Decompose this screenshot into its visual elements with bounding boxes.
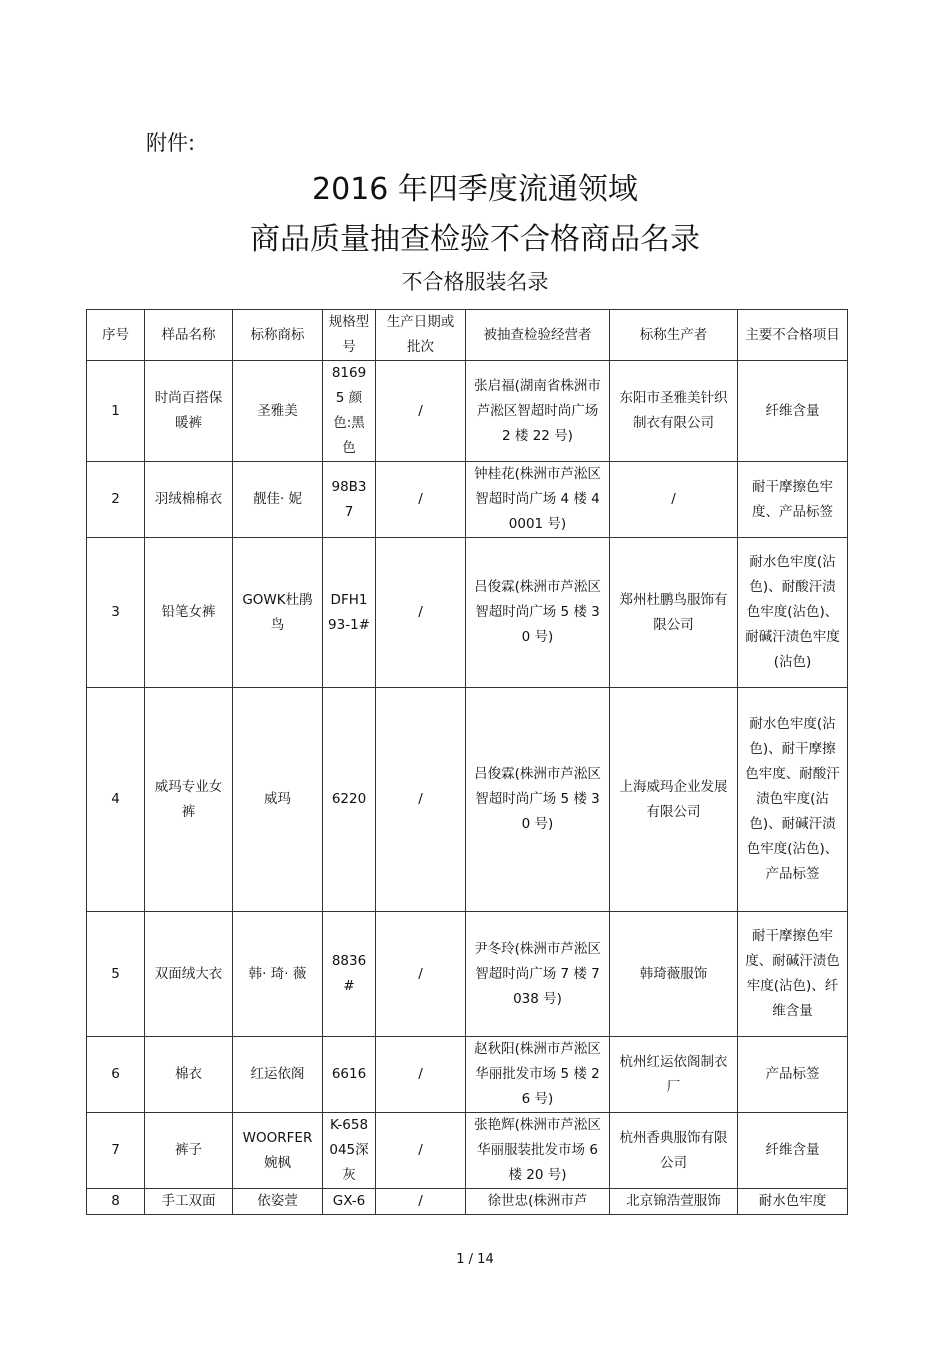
table-cell: 1: [87, 361, 145, 462]
table-cell: 尹冬玲(株洲市芦淞区智超时尚广场 7 楼 7038 号): [466, 912, 610, 1037]
table-cell: 8836#: [323, 912, 376, 1037]
table-row: [87, 1037, 848, 1113]
table-cell: WOORFER婉枫: [233, 1113, 323, 1189]
table-cell: 韩琦薇服饰: [610, 912, 738, 1037]
table-cell: DFH193-1#: [323, 538, 376, 688]
table-cell: /: [376, 1189, 466, 1215]
header-cell: 标称商标: [233, 310, 323, 361]
document-title-line2: 商品质量抽查检验不合格商品名录: [250, 222, 700, 257]
table-row: [87, 1189, 848, 1215]
document-title-line1: 2016 年四季度流通领域: [312, 172, 638, 207]
table-subtitle: 不合格服装名录: [401, 270, 549, 294]
table-cell: 红运依阁: [233, 1037, 323, 1113]
table-cell: 4: [87, 688, 145, 912]
table-cell: 靓佳· 妮: [233, 462, 323, 538]
header-cell: 标称生产者: [610, 310, 738, 361]
table-cell: 赵秋阳(株洲市芦淞区华丽批发市场 5 楼 26 号): [466, 1037, 610, 1113]
header-cell: 主要不合格项目: [738, 310, 848, 361]
table-cell: 威玛: [233, 688, 323, 912]
table-cell: 2: [87, 462, 145, 538]
attachment-label: 附件:: [146, 131, 196, 155]
noncompliant-garments-table: [86, 309, 848, 1215]
table-cell: /: [376, 912, 466, 1037]
table-cell: 铅笔女裤: [145, 538, 233, 688]
table-row: [87, 462, 848, 538]
table-cell: 吕俊霖(株洲市芦淞区智超时尚广场 5 楼 30 号): [466, 688, 610, 912]
table-cell: 时尚百搭保暖裤: [145, 361, 233, 462]
table-cell: 羽绒棉棉衣: [145, 462, 233, 538]
table-cell: 5: [87, 912, 145, 1037]
table-row: [87, 912, 848, 1037]
table-cell: 纤维含量: [738, 1113, 848, 1189]
table-cell: GOWK杜鹃鸟: [233, 538, 323, 688]
header-cell: 被抽查检验经营者: [466, 310, 610, 361]
table-row: [87, 538, 848, 688]
table-cell: 耐水色牢度(沾色)、耐酸汗渍色牢度(沾色)、耐碱汗渍色牢度(沾色): [738, 538, 848, 688]
table-cell: 双面绒大衣: [145, 912, 233, 1037]
table-cell: 纤维含量: [738, 361, 848, 462]
table-cell: 张艳辉(株洲市芦淞区华丽服装批发市场 6 楼 20 号): [466, 1113, 610, 1189]
table-cell: 张启福(湖南省株洲市芦淞区智超时尚广场 2 楼 22 号): [466, 361, 610, 462]
table-cell: 6220: [323, 688, 376, 912]
table-row: [87, 1113, 848, 1189]
table-cell: /: [376, 1037, 466, 1113]
table-cell: 产品标签: [738, 1037, 848, 1113]
table-cell: 耐干摩擦色牢度、产品标签: [738, 462, 848, 538]
table-cell: /: [376, 538, 466, 688]
header-cell: 序号: [87, 310, 145, 361]
table-cell: 郑州杜鹏鸟服饰有限公司: [610, 538, 738, 688]
table-row: [87, 688, 848, 912]
table-cell: 徐世忠(株洲市芦: [466, 1189, 610, 1215]
table-cell: 杭州红运依阁制衣厂: [610, 1037, 738, 1113]
table-cell: GX-6: [323, 1189, 376, 1215]
table-cell: 8: [87, 1189, 145, 1215]
table-cell: 裤子: [145, 1113, 233, 1189]
table-header-row: [87, 310, 848, 361]
table-cell: /: [376, 462, 466, 538]
table-cell: K-658045深灰: [323, 1113, 376, 1189]
header-cell: 样品名称: [145, 310, 233, 361]
table-cell: 6616: [323, 1037, 376, 1113]
header-cell: 规格型号: [323, 310, 376, 361]
table-cell: 6: [87, 1037, 145, 1113]
table-cell: 耐水色牢度: [738, 1189, 848, 1215]
table-cell: 依姿萱: [233, 1189, 323, 1215]
table-cell: 圣雅美: [233, 361, 323, 462]
table-cell: 棉衣: [145, 1037, 233, 1113]
table-cell: /: [376, 361, 466, 462]
table-cell: 耐水色牢度(沾色)、耐干摩擦色牢度、耐酸汗渍色牢度(沾色)、耐碱汗渍色牢度(沾色)、产品标签: [738, 688, 848, 912]
table-row: [87, 361, 848, 462]
table-cell: 上海威玛企业发展有限公司: [610, 688, 738, 912]
table-cell: 吕俊霖(株洲市芦淞区智超时尚广场 5 楼 30 号): [466, 538, 610, 688]
table-cell: 威玛专业女裤: [145, 688, 233, 912]
page-number: 1 / 14: [456, 1252, 494, 1267]
header-cell: 生产日期或批次: [376, 310, 466, 361]
table-cell: 韩· 琦· 薇: [233, 912, 323, 1037]
table-cell: /: [376, 688, 466, 912]
table-cell: 7: [87, 1113, 145, 1189]
table-cell: 81695 颜色:黑色: [323, 361, 376, 462]
table-cell: 3: [87, 538, 145, 688]
table-cell: 耐干摩擦色牢度、耐碱汗渍色牢度(沾色)、纤维含量: [738, 912, 848, 1037]
table-cell: 98B37: [323, 462, 376, 538]
table-cell: 钟桂花(株洲市芦淞区智超时尚广场 4 楼 40001 号): [466, 462, 610, 538]
table-cell: 北京锦浩萱服饰: [610, 1189, 738, 1215]
table-cell: 东阳市圣雅美针织制衣有限公司: [610, 361, 738, 462]
table-cell: /: [610, 462, 738, 538]
table-cell: 手工双面: [145, 1189, 233, 1215]
table-cell: 杭州香典服饰有限公司: [610, 1113, 738, 1189]
table-cell: /: [376, 1113, 466, 1189]
